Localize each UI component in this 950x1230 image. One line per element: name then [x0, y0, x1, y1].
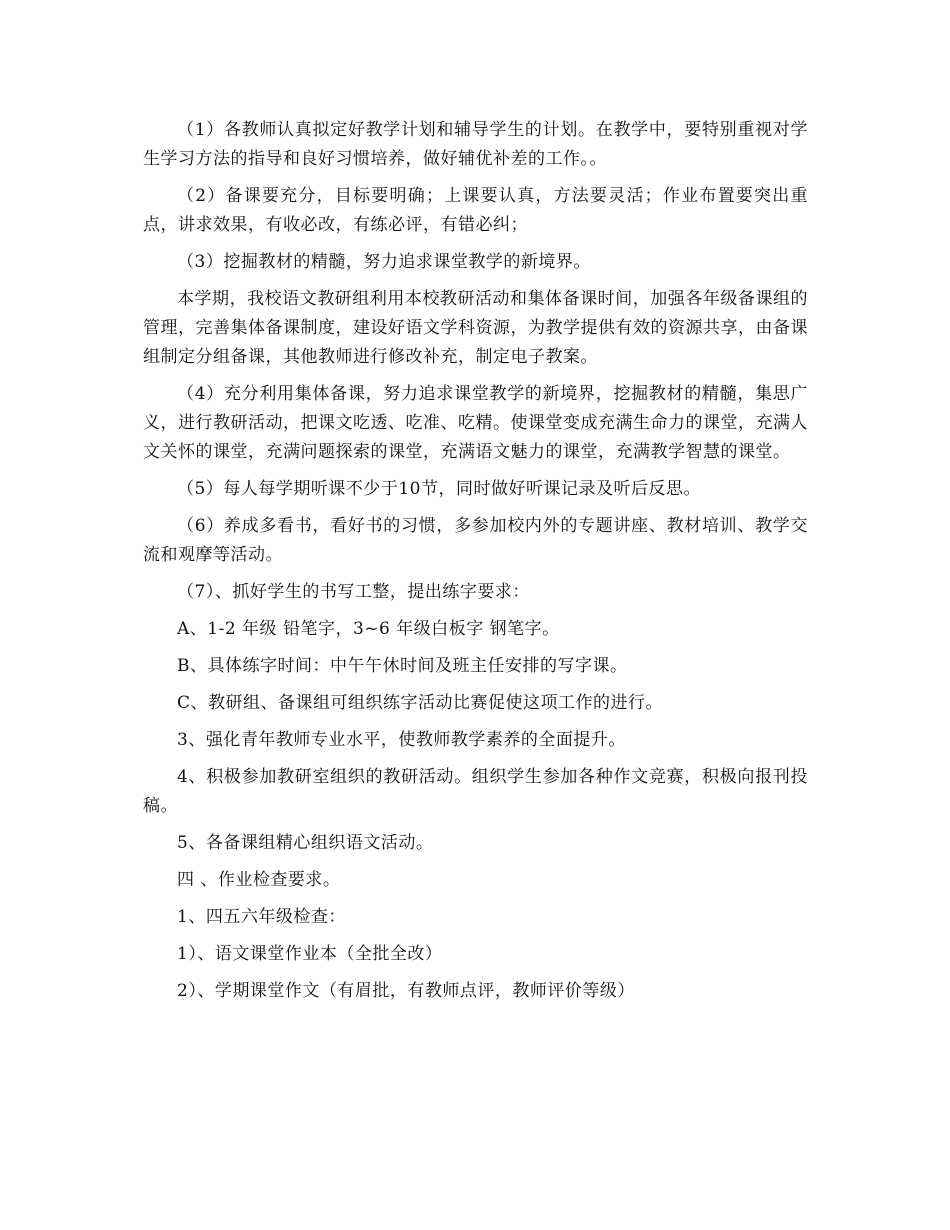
paragraph-13: 4、积极参加教研室组织的教研活动。组织学生参加各种作文竞赛，积极向报刊投稿。: [143, 767, 808, 816]
paragraph-6: （5）每人每学期听课不少于10节，同时做好听课记录及听后反思。: [177, 479, 701, 499]
document-body: [143, 116, 808, 1014]
paragraph-2: （2）备课要充分，目标要明确；上课要认真，方法要灵活；作业布置要突出重点，讲求效果，有收必改，有练必评，有错必纠；: [143, 186, 808, 235]
paragraph-12: 3、强化青年教师专业水平，使教师教学素养的全面提升。: [177, 730, 626, 750]
paragraph-7: （6）养成多看书，看好书的习惯，多参加校内外的专题讲座、教材培训、教学交流和观摩等活动。: [143, 516, 808, 565]
paragraph-16: 1、四五六年级检查：: [177, 907, 346, 927]
paragraph-9: A、1-2 年级 铅笔字，3~6 年级白板字 钢笔字。: [177, 619, 560, 639]
paragraph-18: 2）、学期课堂作文（有眉批，有教师点评，教师评价等级）: [177, 981, 635, 1001]
paragraph-10: B、具体练字时间：中午午休时间及班主任安排的写字课。: [177, 656, 628, 676]
paragraph-8: （7）、抓好学生的书写工整，提出练字要求：: [177, 582, 530, 602]
paragraph-1: （1）各教师认真拟定好教学计划和辅导学生的计划。在教学中，要特别重视对学生学习方法的指导和良好习惯培养，做好辅优补差的工作。。: [143, 120, 808, 169]
paragraph-4: 本学期，我校语文教研组利用本校教研活动和集体备课时间，加强各年级备课组的管理，完善集体备课制度，建设好语文学科资源，为教学提供有效的资源共享，由备课组制定分组备课，其他教师进行修改补充，制定电子教案。: [143, 289, 808, 367]
paragraph-11: C、教研组、备课组可组织练字活动比赛促使这项工作的进行。: [177, 693, 664, 713]
paragraph-17: 1）、语文课堂作业本（全批全改）: [177, 944, 443, 964]
paragraph-5: （4）充分利用集体备课，努力追求课堂教学的新境界，挖掘教材的精髓，集思广义，进行教研活动，把课文吃透、吃准、吃精。使课堂变成充满生命力的课堂，充满人文关怀的课堂，充满问题探索的课堂，充满语文魅力的课堂，充满教学智慧的课堂。: [143, 384, 808, 462]
paragraph-3: （3）挖掘教材的精髓，努力追求课堂教学的新境界。: [177, 252, 591, 272]
paragraph-15: 四 、作业检查要求。: [177, 870, 341, 890]
paragraph-14: 5、各备课组精心组织语文活动。: [177, 833, 434, 853]
